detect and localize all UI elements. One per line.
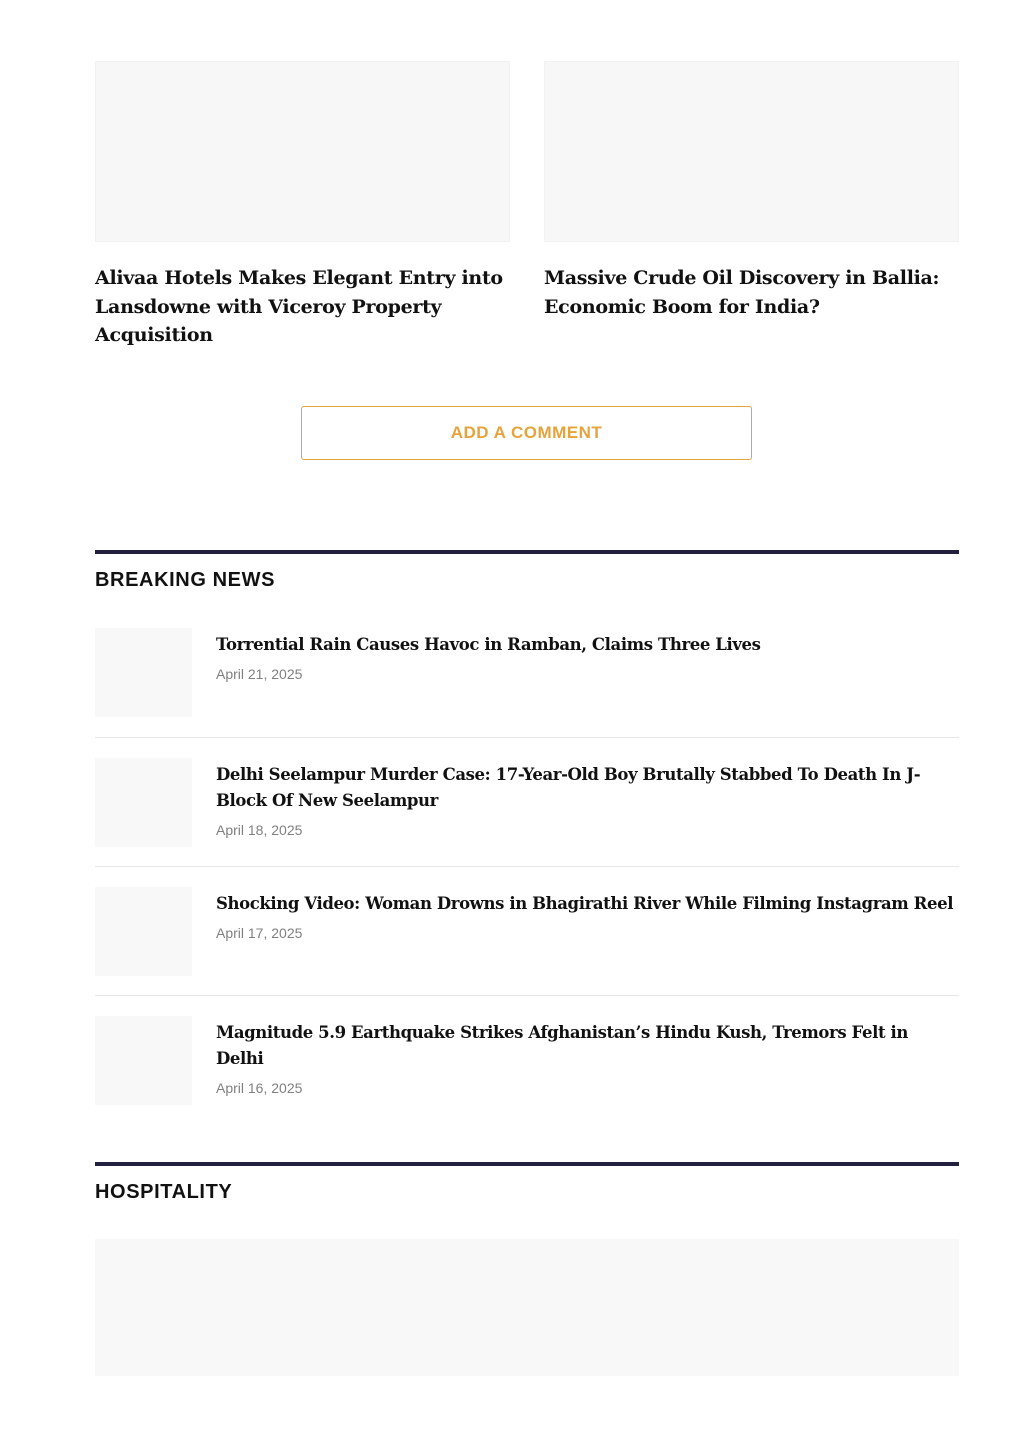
- news-title[interactable]: Magnitude 5.9 Earthquake Strikes Afghanistan’s Hindu Kush, Tremors Felt in Delhi: [216, 1023, 908, 1068]
- breaking-news-heading: BREAKING NEWS: [95, 569, 276, 591]
- news-thumbnail[interactable]: [95, 758, 192, 847]
- news-thumbnail[interactable]: [95, 887, 192, 976]
- related-post-card[interactable]: [544, 61, 959, 350]
- news-date: April 21, 2025: [216, 666, 303, 682]
- list-divider: [95, 866, 959, 867]
- related-posts: [95, 61, 959, 350]
- news-title[interactable]: Torrential Rain Causes Havoc in Ramban, Claims Three Lives: [216, 635, 761, 654]
- news-title[interactable]: Delhi Seelampur Murder Case: 17-Year-Old Boy Brutally Stabbed To Death In J-Block Of New Seelampur: [216, 765, 921, 810]
- add-comment-button[interactable]: ADD A COMMENT: [301, 406, 752, 460]
- news-thumbnail[interactable]: [95, 628, 192, 717]
- section-divider: [95, 550, 959, 554]
- related-post-thumbnail[interactable]: [544, 61, 959, 242]
- hospitality-heading: HOSPITALITY: [95, 1181, 233, 1203]
- related-post-thumbnail[interactable]: [95, 61, 510, 242]
- related-post-title[interactable]: Alivaa Hotels Makes Elegant Entry into Lansdowne with Viceroy Property Acquisition: [95, 267, 503, 346]
- list-divider: [95, 737, 959, 738]
- related-post-card[interactable]: [95, 61, 510, 350]
- hospitality-featured-thumbnail[interactable]: [95, 1239, 959, 1376]
- related-post-title[interactable]: Massive Crude Oil Discovery in Ballia: Economic Boom for India?: [544, 267, 940, 318]
- news-thumbnail[interactable]: [95, 1016, 192, 1105]
- news-title[interactable]: Shocking Video: Woman Drowns in Bhagirathi River While Filming Instagram Reel: [216, 894, 954, 913]
- section-divider: [95, 1162, 959, 1166]
- news-date: April 18, 2025: [216, 822, 303, 838]
- list-divider: [95, 995, 959, 996]
- news-date: April 17, 2025: [216, 925, 303, 941]
- news-date: April 16, 2025: [216, 1080, 303, 1096]
